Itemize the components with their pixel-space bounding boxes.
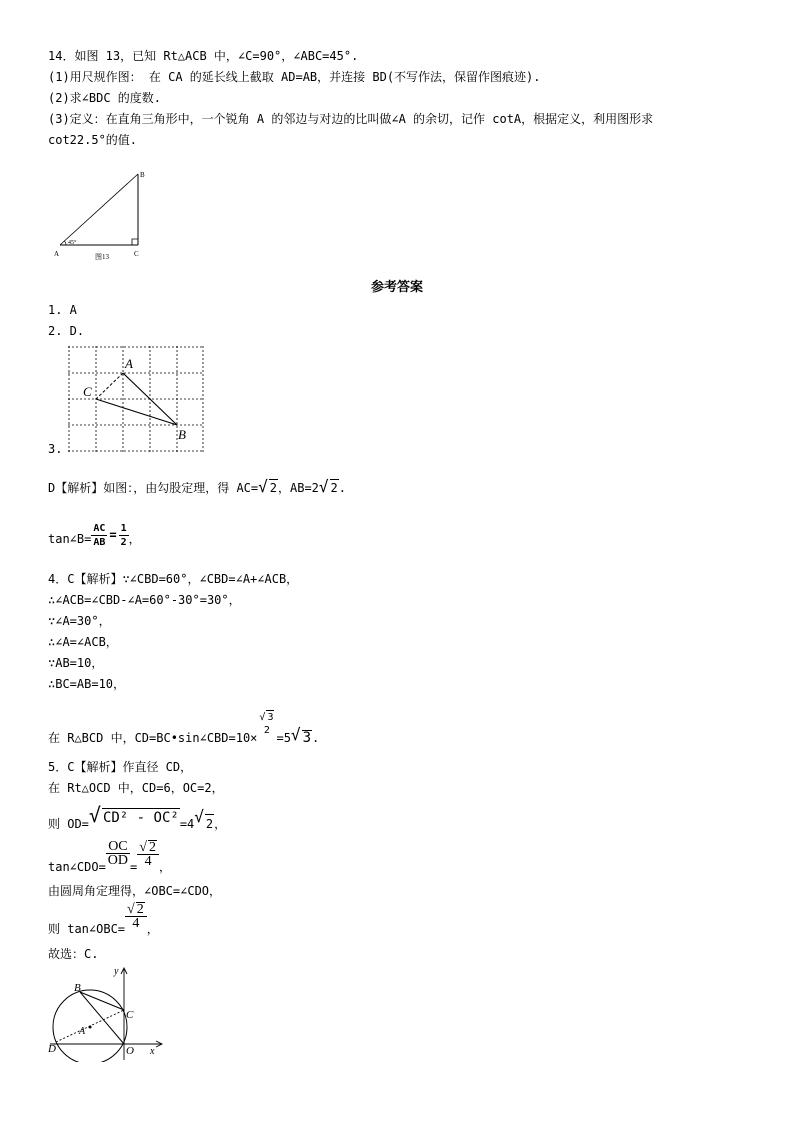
a3-end: . <box>338 481 347 495</box>
circle-label-d: D <box>48 1043 56 1055</box>
answers-title: 参考答案 <box>370 280 423 295</box>
fig13-angle: 45° <box>68 240 77 246</box>
a4-line1: 4．C【解析】∵∠CBD=60°，∠CBD=∠A+∠ACB， <box>48 572 299 586</box>
tan-b-label: tan∠B= <box>48 532 92 546</box>
a5-l6-end: ， <box>146 922 159 936</box>
circle-label-a: A <box>79 1026 86 1037</box>
a4-line4: ∴∠A=∠ACB， <box>48 635 118 649</box>
a4-line7: 在 R△BCD 中，CD=BC•sin∠CBD=10× √ 3 2 =5√ 3. <box>48 712 320 746</box>
a5-line1: 5．C【解析】作直径 CD， <box>48 760 193 774</box>
a5-l4-fnum: 2 <box>148 840 156 855</box>
a4-line2: ∴∠ACB=∠CBD-∠A=60°-30°=30°， <box>48 593 241 607</box>
a4-line3: ∵∠A=30°， <box>48 614 111 628</box>
a5-line7: 故选：C. <box>48 947 99 961</box>
a5-l4-eq: = <box>130 860 138 874</box>
a5-line4: tan∠CDO= $\frac{OC}{OD}$ = $\frac{√ 2}{4}$ ， <box>48 839 171 874</box>
a5-line3: 则 OD=√ CD² - OC²=4√ 2， <box>48 803 227 831</box>
fig13-label-a: A <box>54 250 60 258</box>
q14-line2: (1)用尺规作图： 在 CA 的延长线上截取 AD=AB，并连接 BD(不写作法，保留作图痕迹). <box>48 70 541 84</box>
q14-line3: (2)求∠BDC 的度数. <box>48 91 162 105</box>
a5-l4-den: OD <box>107 853 129 868</box>
grid-figure <box>68 346 206 454</box>
a4-line6: ∴BC=AB=10， <box>48 677 126 691</box>
a5-line5: 由圆周角定理得，∠OBC=∠CDO， <box>48 884 222 898</box>
half-num: 1 <box>120 523 127 534</box>
a3-sqrt-2: 2 <box>269 481 277 495</box>
a4-sqrt-3: 3 <box>302 730 311 746</box>
answer-2: 2. D. <box>48 324 85 338</box>
answer-3-explanation: D【解析】如图：，由勾股定理，得 AC=√ 2，AB=2√ 2. <box>48 477 347 496</box>
a5-l6-pre: 则 tan∠OBC= <box>48 922 126 936</box>
circle-label-o: O <box>126 1045 134 1057</box>
a4-line5: ∵AB=10， <box>48 656 104 670</box>
a5-l3-mid: =4 <box>179 817 195 831</box>
circle-label-b: B <box>74 982 81 994</box>
a4-l7-end: . <box>312 731 320 745</box>
a3-sqrt-2b: 2 <box>330 481 338 495</box>
a5-l4-fden: 4 <box>144 854 152 869</box>
a5-l3-sqrt: 2 <box>205 814 214 833</box>
a5-l4-num: OC <box>106 840 130 854</box>
tan-den: AB <box>93 537 106 548</box>
a4-frac-num: 3 <box>267 712 274 723</box>
circle-label-x: x <box>150 1046 155 1057</box>
circle-label-y: y <box>114 966 119 977</box>
fig13-label-c: C <box>134 250 139 258</box>
q14-line5: cot22.5°的值. <box>48 133 138 147</box>
fig13-label-b: B <box>140 171 145 179</box>
answer-3: 3. <box>48 442 63 456</box>
a5-l3-end: ， <box>214 817 227 831</box>
a3-mid: ，AB=2 <box>278 481 319 495</box>
a5-l6-fnum: 2 <box>136 902 144 917</box>
tan-eq: = <box>109 528 117 542</box>
triangle-figure-13 <box>48 166 158 266</box>
half-den: 2 <box>120 537 127 548</box>
a5-line6: 则 tan∠OBC= $\frac{√ 2}{4}$ ， <box>48 902 159 936</box>
a5-l3-rad: CD² - OC² <box>102 810 179 826</box>
a5-l3-pre: 则 OD= <box>48 817 89 831</box>
a3-text-pre: D【解析】如图：，由勾股定理，得 AC= <box>48 481 259 495</box>
a5-l6-fden: 4 <box>132 916 140 931</box>
fig13-caption: 图13 <box>95 253 109 261</box>
q14-line4: (3)定义：在直角三角形中，一个锐角 A 的邻边与对边的比叫做∠A 的余切，记作 cotA，根据定义，利用图形求 <box>48 112 654 126</box>
circle-figure <box>46 962 170 1062</box>
q14-line1: 14．如图 13，已知 Rt△ACB 中，∠C=90°，∠ABC=45°. <box>48 49 359 63</box>
grid-label-c: C <box>83 384 92 399</box>
a5-line2: 在 Rt△OCD 中，CD=6，OC=2， <box>48 781 224 795</box>
circle-label-c: C <box>126 1009 134 1021</box>
grid-label-a: A <box>125 356 133 371</box>
a5-l4-end: ， <box>158 860 171 874</box>
a5-l4-pre: tan∠CDO= <box>48 860 106 874</box>
a4-l7-mid: =5 <box>276 731 291 745</box>
tan-b-line <box>48 522 141 549</box>
a4-frac-den: 2 <box>263 725 270 736</box>
a4-l7-pre: 在 R△BCD 中，CD=BC•sin∠CBD=10× <box>48 731 258 745</box>
tan-end: ， <box>128 532 141 546</box>
answer-1: 1. A <box>48 303 77 317</box>
tan-num: AC <box>93 523 106 534</box>
grid-label-b: B <box>178 427 186 442</box>
